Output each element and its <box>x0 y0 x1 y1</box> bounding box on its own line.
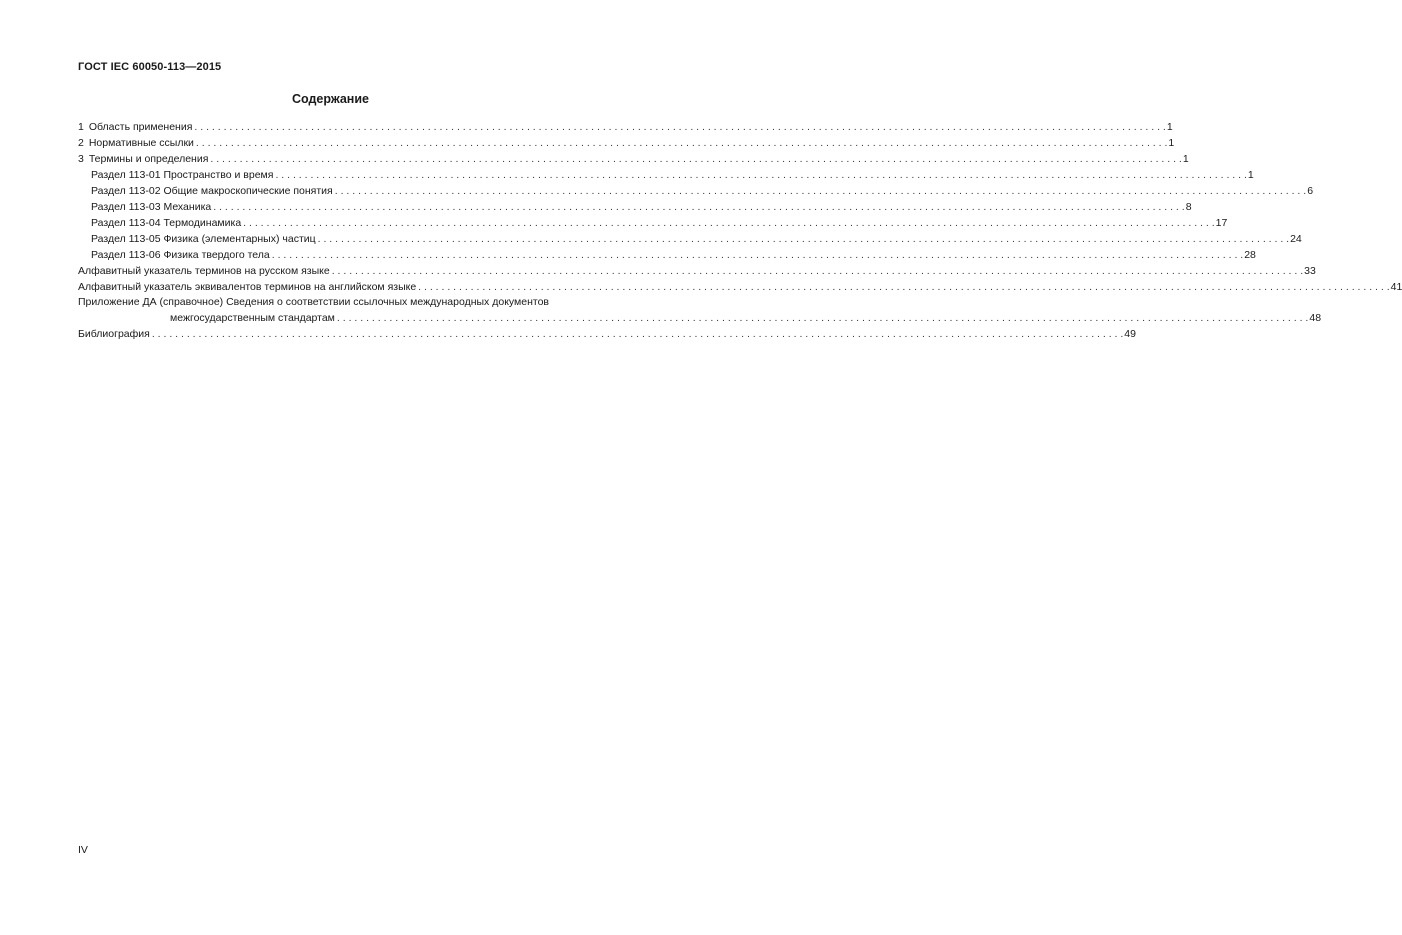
dot-leader <box>213 199 1184 215</box>
dot-leader <box>243 215 1214 231</box>
dot-leader <box>194 119 1165 135</box>
toc-entry-english-index[interactable] <box>78 279 1402 295</box>
dot-leader <box>152 326 1123 342</box>
toc-entry-page: 1 <box>1166 121 1173 133</box>
dot-leader <box>275 167 1246 183</box>
page-number: IV <box>78 844 88 856</box>
toc-entry-label: Алфавитный указатель эквивалентов терминов на английском языке <box>78 281 417 293</box>
table-of-contents <box>78 119 1402 342</box>
toc-entry-page: 1 <box>1247 169 1254 181</box>
toc-entry-label: Раздел 113-02 Общие макроскопические понятия <box>91 185 333 197</box>
toc-entry-normative-references[interactable] <box>78 135 1175 151</box>
toc-entry-section-113-05[interactable] <box>78 231 1302 247</box>
toc-entry-label: Приложение ДА (справочное) Сведения о соответствии ссылочных международных документов <box>78 296 549 308</box>
toc-entry-page: 1 <box>1168 137 1175 149</box>
toc-entry-label: Раздел 113-01 Пространство и время <box>91 169 274 181</box>
toc-entry-page: 49 <box>1124 328 1136 340</box>
document-header: ГОСТ IEC 60050-113—2015 <box>78 61 222 73</box>
toc-entry-number: 3 <box>78 153 84 165</box>
toc-entry-terms-definitions[interactable] <box>78 151 1189 167</box>
dot-leader <box>272 247 1243 263</box>
toc-entry-label: Раздел 113-04 Термодинамика <box>91 217 242 229</box>
toc-entry-bibliography[interactable] <box>78 326 1136 342</box>
toc-entry-page: 6 <box>1307 185 1314 197</box>
dot-leader <box>210 151 1181 167</box>
toc-entry-label: Термины и определения <box>88 153 209 165</box>
toc-entry-number: 2 <box>78 137 84 149</box>
page-title: Содержание <box>291 92 369 106</box>
toc-entry-russian-index[interactable] <box>78 263 1316 279</box>
toc-entry-label: Алфавитный указатель терминов на русском языке <box>78 265 330 277</box>
toc-entry-page: 8 <box>1185 201 1192 213</box>
toc-entry-page: 41 <box>1390 281 1402 293</box>
toc-entry-scope[interactable] <box>78 119 1173 135</box>
toc-entry-page: 1 <box>1182 153 1189 165</box>
toc-entry-page: 17 <box>1215 217 1228 229</box>
toc-entry-page: 33 <box>1304 265 1316 277</box>
toc-entry-section-113-04[interactable] <box>78 215 1228 231</box>
toc-entry-label: Раздел 113-03 Механика <box>91 201 212 213</box>
dot-leader <box>318 231 1289 247</box>
dot-leader <box>337 310 1308 326</box>
toc-entry-section-113-03[interactable] <box>78 199 1192 215</box>
dot-leader <box>332 263 1303 279</box>
dot-leader <box>196 135 1167 151</box>
toc-entry-section-113-06[interactable] <box>78 247 1256 263</box>
toc-entry-page: 48 <box>1309 312 1322 324</box>
toc-entry-section-113-02[interactable] <box>78 183 1314 199</box>
toc-entry-label: Библиография <box>78 328 150 340</box>
toc-entry-page: 28 <box>1244 249 1256 261</box>
toc-entry-label: Нормативные ссылки <box>88 137 194 149</box>
dot-leader <box>335 183 1306 199</box>
toc-entry-label: Раздел 113-06 Физика твердого тела <box>91 249 270 261</box>
toc-entry-section-113-01[interactable] <box>78 167 1254 183</box>
toc-entry-label: Раздел 113-05 Физика (элементарных) частиц <box>91 233 316 245</box>
toc-entry-label: Область применения <box>88 121 193 133</box>
toc-entry-page: 24 <box>1290 233 1302 245</box>
dot-leader <box>418 279 1389 295</box>
toc-entry-appendix[interactable] <box>78 295 1322 326</box>
toc-entry-number: 1 <box>78 121 84 133</box>
toc-entry-label: межгосударственным стандартам <box>170 312 335 324</box>
toc-entry-appendix-continuation <box>78 310 1322 326</box>
